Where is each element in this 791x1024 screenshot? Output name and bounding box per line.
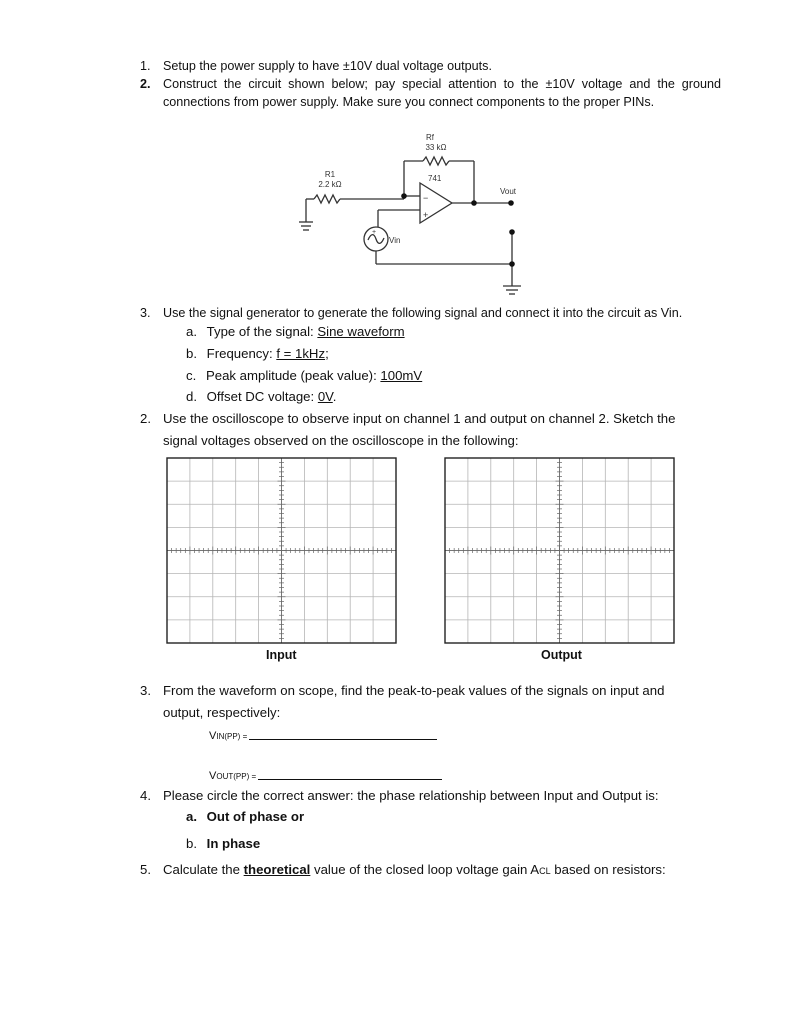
r1-value: 2.2 kΩ: [318, 180, 342, 189]
step-5-number: 3.: [140, 683, 151, 698]
step-2-line-2: connections from power supply. Make sure you connect components to the proper PINs.: [163, 95, 655, 109]
rf-label: Rf: [426, 133, 434, 142]
vout-pp-subscript: OUT(PP): [216, 772, 250, 781]
sub-item-a-value: Sine waveform: [317, 324, 405, 339]
step-6-number: 4.: [140, 788, 151, 803]
sub-item-c-label: Peak amplitude (peak value):: [205, 368, 381, 383]
sub-item-c-letter: c.: [186, 368, 197, 383]
vout-pp-label: V: [209, 770, 217, 782]
step-4-line-1: Use the oscilloscope to observe input on channel 1 and output on channel 2. Sketch the: [163, 411, 676, 426]
vin-label: Vin: [389, 236, 401, 245]
r1-label: R1: [324, 170, 336, 179]
vout-pp-equals: =: [249, 772, 257, 781]
step-2-line-1: Construct the circuit shown below; pay special attention to the ±10V voltage and the ground: [163, 77, 721, 91]
phase-option-b-letter: b.: [186, 836, 197, 851]
source-plus: +: [372, 229, 377, 236]
sub-item-d-suffix: .: [332, 389, 337, 404]
sub-item-b-suffix: ;: [325, 346, 329, 361]
step-7-mid: value of the closed loop voltage gain A: [310, 862, 540, 877]
sub-item-c: [186, 368, 422, 383]
step-5-line-1: From the waveform on scope, find the peak-to-peak values of the signals on input and: [163, 683, 665, 698]
vin-pp-row: [209, 727, 437, 742]
vin-pp-label: V: [209, 730, 217, 742]
opamp-label: 741: [428, 174, 442, 183]
step-7-pre: Calculate the: [163, 862, 244, 877]
output-scope-label: Output: [541, 648, 582, 662]
rf-value: 33 kΩ: [425, 143, 447, 152]
oscilloscope-grid-input[interactable]: [166, 457, 397, 644]
step-6-text: Please circle the correct answer: the phase relationship between Input and Output is:: [163, 788, 659, 803]
sub-item-b-label: Frequency:: [206, 346, 277, 361]
step-7-bold: theoretical: [243, 862, 311, 877]
vin-pp-subscript: IN(PP): [216, 732, 241, 741]
step-4-line-2: signal voltages observed on the oscilloscope in the following:: [163, 433, 519, 448]
step-4-number: 2.: [140, 411, 151, 426]
vin-pp-equals: =: [240, 732, 248, 741]
circuit-diagram: [290, 126, 540, 302]
sub-item-b-letter: b.: [186, 346, 197, 361]
sub-item-d-letter: d.: [186, 389, 197, 404]
phase-option-a[interactable]: [186, 809, 304, 824]
sub-item-d: [186, 389, 336, 404]
vout-pp-row: [209, 767, 442, 782]
sub-item-b: [186, 346, 329, 361]
step-1-text: Setup the power supply to have ±10V dual voltage outputs.: [163, 59, 492, 73]
sub-item-c-value: 100mV: [380, 368, 423, 383]
step-7-number: 5.: [140, 862, 151, 877]
sub-item-d-value: 0V: [317, 389, 333, 404]
phase-option-b-text: In phase: [206, 836, 261, 851]
sub-item-d-label: Offset DC voltage:: [206, 389, 318, 404]
step-7-text: [163, 862, 666, 877]
sub-item-a-label: Type of the signal:: [206, 324, 318, 339]
step-7-post: based on resistors:: [550, 862, 666, 877]
sub-item-a: [186, 324, 405, 339]
phase-option-a-letter: a.: [186, 809, 197, 824]
opamp-minus: −: [423, 193, 429, 203]
oscilloscope-grid-output[interactable]: [444, 457, 675, 644]
vout-label: Vout: [500, 187, 517, 196]
sub-item-b-value: f = 1kHz: [276, 346, 326, 361]
step-7-subscript: CL: [539, 866, 551, 876]
input-scope-label: Input: [266, 648, 297, 662]
step-5-line-2: output, respectively:: [163, 705, 281, 720]
step-2-number: 2.: [140, 77, 151, 91]
phase-option-b[interactable]: [186, 836, 260, 851]
step-3-text: Use the signal generator to generate the following signal and connect it into the circuit as Vin.: [163, 306, 683, 320]
step-3-number: 3.: [140, 306, 151, 320]
vin-pp-answer-field[interactable]: [249, 727, 437, 740]
phase-option-a-text: Out of phase or: [206, 809, 305, 824]
opamp-plus: +: [423, 210, 429, 220]
vout-pp-answer-field[interactable]: [258, 767, 442, 780]
step-1-number: 1.: [140, 59, 151, 73]
sub-item-a-letter: a.: [186, 324, 197, 339]
